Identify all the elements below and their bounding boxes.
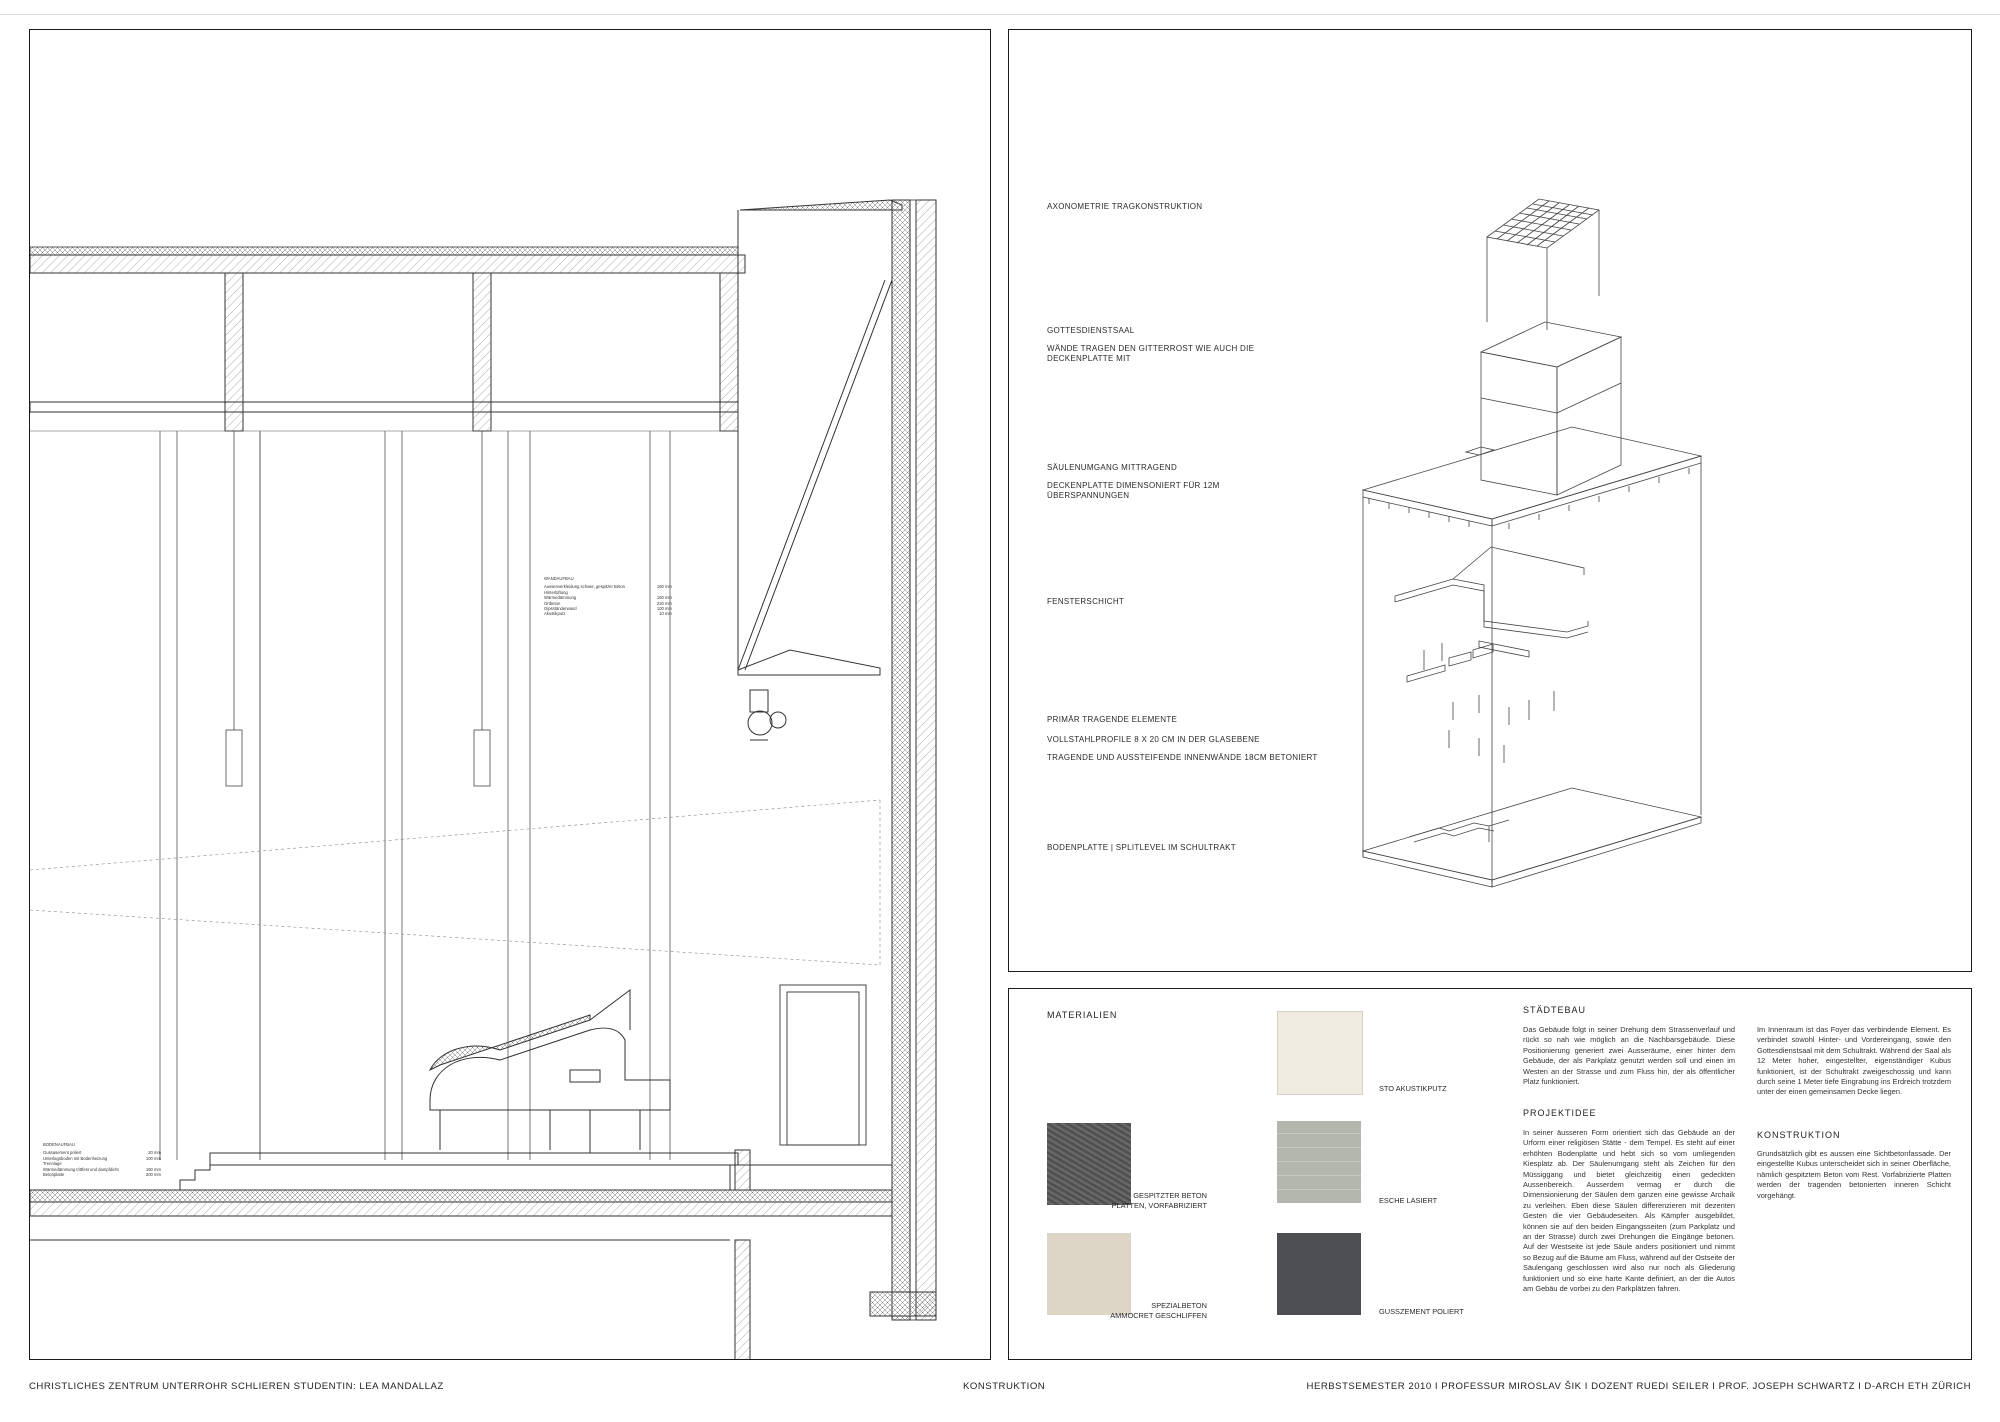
floor-buildup-legend [43, 1142, 161, 1177]
materials-title: MATERIALIEN [1047, 1010, 1118, 1020]
footer-project-student: CHRISTLICHES ZENTRUM UNTERROHR SCHLIEREN STUDENTIN: LEA MANDALLAZ [29, 1381, 444, 1392]
label-primaer-tragende-elemente: PRIMÄR TRAGENDE ELEMENTE VOLLSTAHLPROFILE 8 X 20 CM IN DER GLASEBENE TRAGENDE UND AUSSTEIFENDE INNENWÄNDE 18CM BETONIERT [1047, 715, 1318, 762]
beams [30, 273, 738, 431]
projektidee-title: PROJEKTIDEE [1523, 1108, 1597, 1118]
label-fensterschicht: FENSTERSCHICHT [1047, 597, 1125, 606]
wall-buildup-row: Aussenverkleidung schwer, gespitzer Beton 160 mm [544, 584, 672, 590]
interior-columns [160, 431, 670, 1160]
wall-buildup-row: Hinterlüftung [544, 589, 568, 595]
label-gottesdienstsaal: GOTTESDIENSTSAAL WÄNDE TRAGEN DEN GITTERROST WIE AUCH DIE DECKENPLATTE MIT [1047, 326, 1255, 363]
floor-buildup-row: Betonplatte 200 mm [43, 1172, 161, 1178]
floor-and-stage [30, 1150, 892, 1359]
wall-buildup-row: Wärmedämmung 160 mm [544, 595, 672, 601]
wall-buildup-row: Ortbeton 220 mm [544, 600, 672, 606]
caption-esche-lasiert: ESCHE LASIERT [1379, 1196, 1438, 1205]
axonometry-frame [1008, 29, 1972, 972]
materials-text-frame [1008, 988, 1972, 1360]
footer-sheet-title: KONSTRUKTION [963, 1381, 1046, 1392]
floor-buildup-row: Gussasement poliert 20 mm [43, 1150, 161, 1156]
wall-buildup-row: Gipsständerwand 100 mm [544, 606, 672, 612]
spotlight [748, 690, 786, 740]
roof-grid [1487, 199, 1599, 330]
door [780, 985, 866, 1145]
hall-cube [1466, 322, 1621, 495]
section-drawing-frame [29, 29, 991, 1360]
caption-spezialbeton: SPEZIALBETON AMMOCRET GESCHLIFFEN [1110, 1301, 1207, 1320]
swatch-gusszement-poliert [1277, 1233, 1361, 1315]
projektidee-text: In seiner äusseren Form orientiert sich das Gebäude an der Urform einer religiösen Stätte - dem Tempel. Es steht auf einer erhöhten Bodenplatte und hebt sich so vom umliegenden Kiesplatz ab. Der Säulenumgang steht als Zeichen für den Müssiggang und bietet gleichzeitig einen gedeckten Aussenbereich. Ausserdem vermag er durch die Dimensionierung der Säulen dem ganzen eine gewisse Archaik zu verleihen. Eben diese Säulen differenzieren mit dezenten Gesten die vier Gebäudeseiten. Als Kämpfer ausgebildet, können sie auf den beiden Eingangsseiten (zum Parkplatz und an der Strasse) durch zwei Drehungen die Eingänge betonen. Auf der Westseite ist jede Säule anders positioniert und nimmt so Bezug auf die Bäume am Fluss, während auf der Ostseite der Säulengang geschlossen wird also nur noch als Gliederung funktioniert und so eine harte Kante definiert, an der die Autos am Gebäu de vorbei zu den Parkplätzen fahren. [1523, 1128, 1735, 1294]
sheet-top-rule [0, 14, 2000, 15]
window-layer [1395, 547, 1588, 638]
primary-elements [1407, 641, 1554, 763]
exterior-wall [870, 200, 936, 1320]
konstruktion-title: KONSTRUKTION [1757, 1130, 1841, 1140]
projection-lines [30, 800, 880, 965]
roof-slab [30, 210, 745, 273]
section-drawing [30, 30, 990, 1359]
pendant-lamps [226, 431, 490, 786]
swatch-sto-akustikputz [1277, 1011, 1363, 1095]
staedtebau-title: STÄDTEBAU [1523, 1005, 1587, 1015]
wall-buildup-row: Akustikputz 10 mm [544, 611, 672, 617]
piano [430, 990, 670, 1153]
innenraum-text: Im Innenraum ist das Foyer das verbindende Element. Es verbindet sowohl Hinter- und Vordereingang, sowie den Gottesdienstsaal mit dem Schultrakt. Während der Saal als 12 Meter hoher, eingestellter, eigenständiger Kubus funktioniert, ist der Schultrakt zweigeschossig und kann durch seine 1 Meter tiefe Eingrabung ins Erdreich trotzdem unter der einen gemeinsamen Decke liegen. [1757, 1025, 1951, 1097]
label-saeulenumgang: SÄULENUMGANG MITTRAGEND DECKENPLATTE DIMENSONIERT FÜR 12M ÜBERSPANNUNGEN [1047, 463, 1220, 500]
wall-buildup-title: WANDAUFBAU [544, 576, 574, 581]
caption-sto-akustikputz: STO AKUSTIKPUTZ [1379, 1084, 1447, 1093]
floor-buildup-title: BODENAUFBAU [43, 1142, 75, 1147]
footer-course-info: HERBSTSEMESTER 2010 I PROFESSUR MIROSLAV ŠIK I DOZENT RUEDI SEILER I PROF. JOSEPH SCHWARTZ I D-ARCH ETH ZÜRICH [1306, 1381, 1971, 1392]
floor-buildup-row: Unterlagsboden mit Bodenheizung 100 mm [43, 1155, 161, 1161]
axonometry-title: AXONOMETRIE TRAGKONSTRUKTION [1047, 202, 1203, 211]
skylight [738, 200, 902, 675]
staedtebau-text: Das Gebäude folgt in seiner Drehung dem Strassenverlauf und rückt so nah wie möglich an die Nachbarsgebäude. Diese Positionierung generiert zwei Ausseräume, einer hinter dem Gebäude, der als Parkplatz genutzt werden soll und einen im Westen an der Strasse und zum Fluss hin, der als öffentlicher Platz funktioniert. [1523, 1025, 1735, 1087]
swatch-esche-lasiert [1277, 1121, 1361, 1203]
floor-buildup-row: Trennlage [43, 1161, 62, 1167]
caption-gespitzter-beton: GESPITZTER BETON PLATTEN, VORFABRIZIERT [1111, 1191, 1207, 1210]
base-slab [1363, 788, 1701, 887]
label-bodenplatte: BODENPLATTE | SPLITLEVEL IM SCHULTRAKT [1047, 843, 1236, 852]
floor-buildup-row: Wärmedämmung trittfest und dampfdicht 160 mm [43, 1166, 161, 1172]
wall-buildup-legend [544, 576, 672, 617]
column-ring-slab [1363, 427, 1701, 887]
konstruktion-text: Grundsätzlich gibt es aussen eine Sichtbetonfassade. Der eingestellte Kubus unterscheidet sich in seiner Oberfläche, nämlich gespitztem Beton vom Rest. Vorfabrizierte Platten werden der tragenden betonierten inneren Schicht vorgehängt. [1757, 1149, 1951, 1200]
caption-gusszement-poliert: GUSSZEMENT POLIERT [1379, 1307, 1464, 1316]
